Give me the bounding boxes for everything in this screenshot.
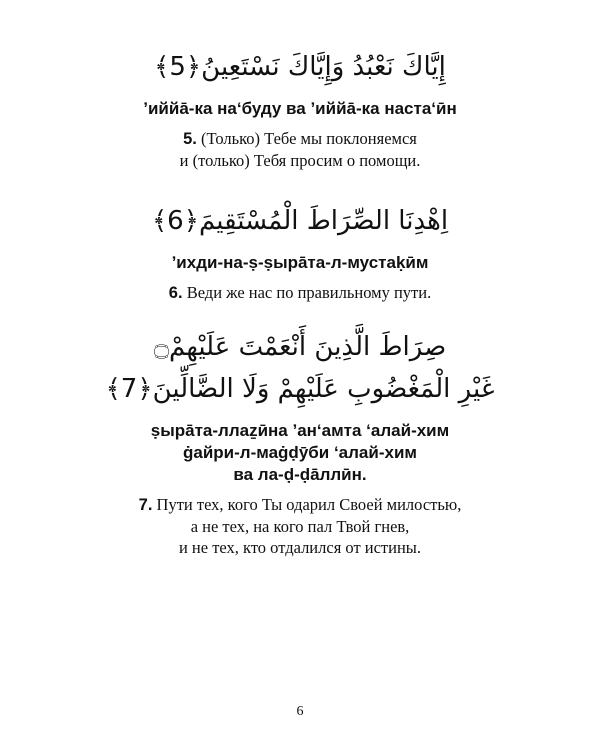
translation-line: и не тех, кто отдалился от истины. (178, 538, 422, 557)
verse-number: 5. (183, 130, 197, 148)
arabic-text-line-2: غَيْرِ الْمَغْضُوبِ عَلَيْهِمْ وَلَا الضَّالِّينَ﴿7﴾ (105, 374, 495, 404)
translation-line: 7. Пути тех, кого Ты одарил Своей милостью, (138, 495, 462, 514)
transliteration-line: ва ла-ḍ-ḍа̄ллӣн. (233, 465, 367, 484)
translation-line: 6. Веди же нас по правильному пути. (168, 283, 432, 302)
arabic-text-line-1: صِرَاطَ الَّذِينَ أَنْعَمْتَ عَلَيْهِمْ۝ (153, 332, 447, 362)
verse-number: 7. (138, 496, 153, 514)
arabic-text: اِهْدِنَا الصِّرَاطَ الْمُسْتَقِيمَ﴿6﴾ (151, 206, 449, 236)
transliteration-line: ṣыра̄та-ллаẕӣна ʼан‘амта ‘алай-хим (150, 421, 450, 440)
translation (0, 128, 600, 171)
translation-line: а не тех, на кого пал Твой гнев, (190, 517, 410, 536)
transliteration: ʼиййа̄-ка на‘буду ва ʼиййа̄-ка наста‘ӣн (143, 99, 457, 118)
verse-number: 6. (168, 284, 183, 302)
transliteration (0, 420, 600, 486)
translation-line: и (только) Тебя просим о помощи. (179, 151, 421, 170)
translation-line: 5. (Только) Тебе мы поклоняемся (183, 129, 417, 148)
translation (0, 494, 600, 558)
verse-5 (0, 46, 600, 171)
translation (0, 282, 600, 304)
arabic-text: إِيَّاكَ نَعْبُدُ وَإِيَّاكَ نَسْتَعِينُ﴿5﴾ (154, 52, 446, 82)
transliteration-line: ġайри-л-маġḍӯби ‘алай-хим (183, 443, 417, 462)
transliteration: ʼихди-на-ṣ-ṣыра̄та-л-мустаḳӣм (171, 253, 429, 272)
verse-7 (0, 326, 600, 558)
page-number: 6 (296, 704, 304, 719)
verse-6 (0, 200, 600, 304)
